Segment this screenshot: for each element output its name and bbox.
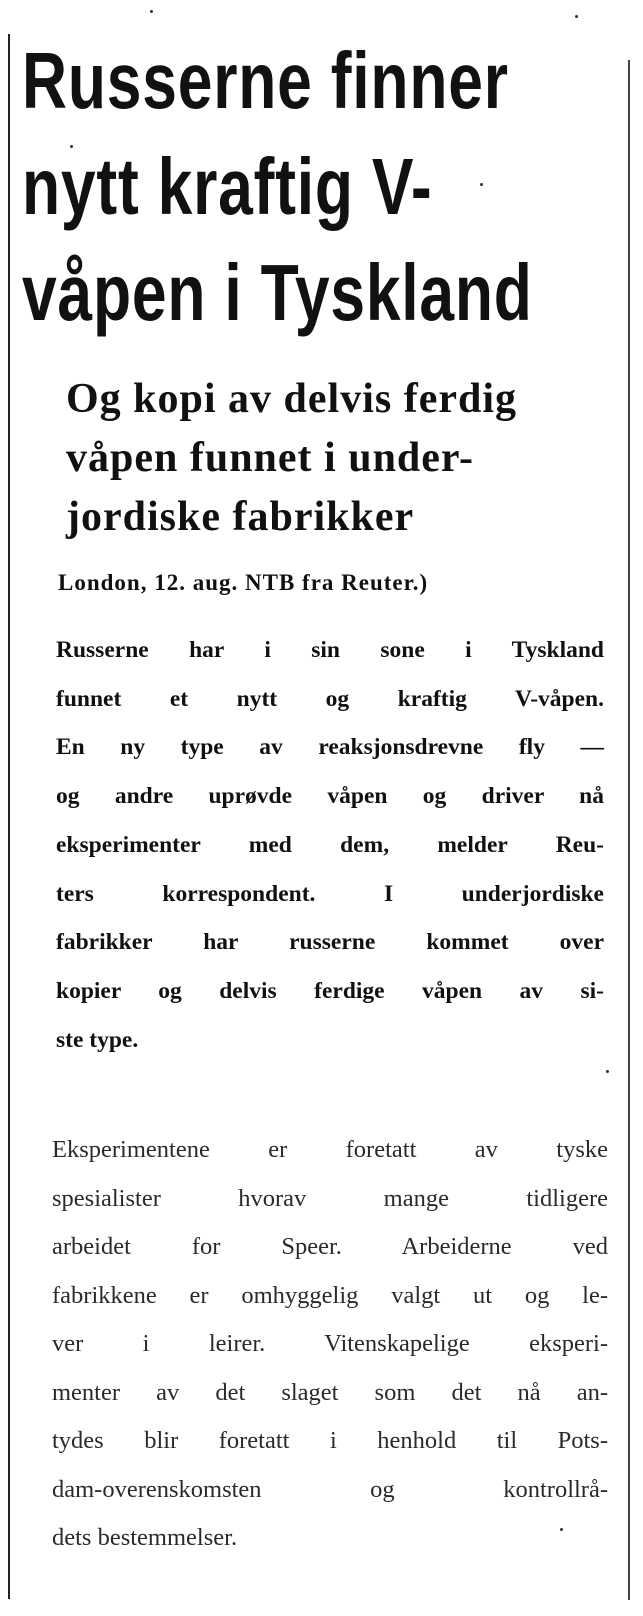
subheadline-line: jordiske fabrikker: [66, 494, 415, 540]
paragraph-2: [52, 1126, 608, 1563]
headline-line: våpen i Tyskland: [22, 248, 533, 337]
body-line: fabrikker har russerne kommet over: [56, 929, 604, 956]
body-line: ste type.: [56, 1026, 139, 1053]
headline: [22, 28, 533, 346]
body-line: fabrikkene er omhyggelig valgt ut og le-: [52, 1281, 608, 1309]
body-line: dets bestemmelser.: [52, 1524, 238, 1551]
body-line: Eksperimentene er foretatt av tyske: [52, 1136, 608, 1163]
body-line: kopier og delvis ferdige våpen av si-: [56, 977, 604, 1004]
subheadline: [66, 370, 606, 547]
column-rule-left: [8, 34, 10, 1599]
headline-line: nytt kraftig V-: [22, 142, 433, 231]
body-line: ver i leirer. Vitenskapelige eksperi-: [52, 1330, 608, 1357]
body-line: spesialister hvorav mange tidligere: [52, 1184, 608, 1212]
paragraph-1: [56, 626, 604, 1064]
body-line: og andre uprøvde våpen og driver nå: [56, 783, 604, 810]
body-line: funnet et nytt og kraftig V-våpen.: [56, 685, 604, 712]
headline-line: Russerne finner: [22, 36, 509, 125]
body-line: Russerne har i sin sone i Tyskland: [56, 637, 604, 663]
dateline: London, 12. aug. NTB fra Reuter.): [58, 570, 429, 595]
column-rule-right: [628, 60, 630, 1600]
subheadline-line: Og kopi av delvis ferdig: [66, 376, 518, 422]
print-speck: [575, 15, 578, 18]
body-line: dam-overenskomsten og kontrollrå-: [52, 1475, 608, 1503]
body-line: menter av det slaget som det nå an-: [52, 1378, 608, 1406]
print-speck: [606, 1070, 609, 1073]
body-line: eksperimenter med dem, melder Reu-: [56, 831, 604, 858]
print-speck: [150, 10, 153, 13]
body-line: arbeidet for Speer. Arbeiderne ved: [52, 1233, 608, 1260]
body-line: tydes blir foretatt i henhold til Pots-: [52, 1427, 608, 1454]
body-line: ters korrespondent. I underjordiske: [56, 880, 604, 907]
body-line: En ny type av reaksjonsdrevne fly —: [56, 734, 604, 761]
subheadline-line: våpen funnet i under-: [66, 435, 475, 481]
